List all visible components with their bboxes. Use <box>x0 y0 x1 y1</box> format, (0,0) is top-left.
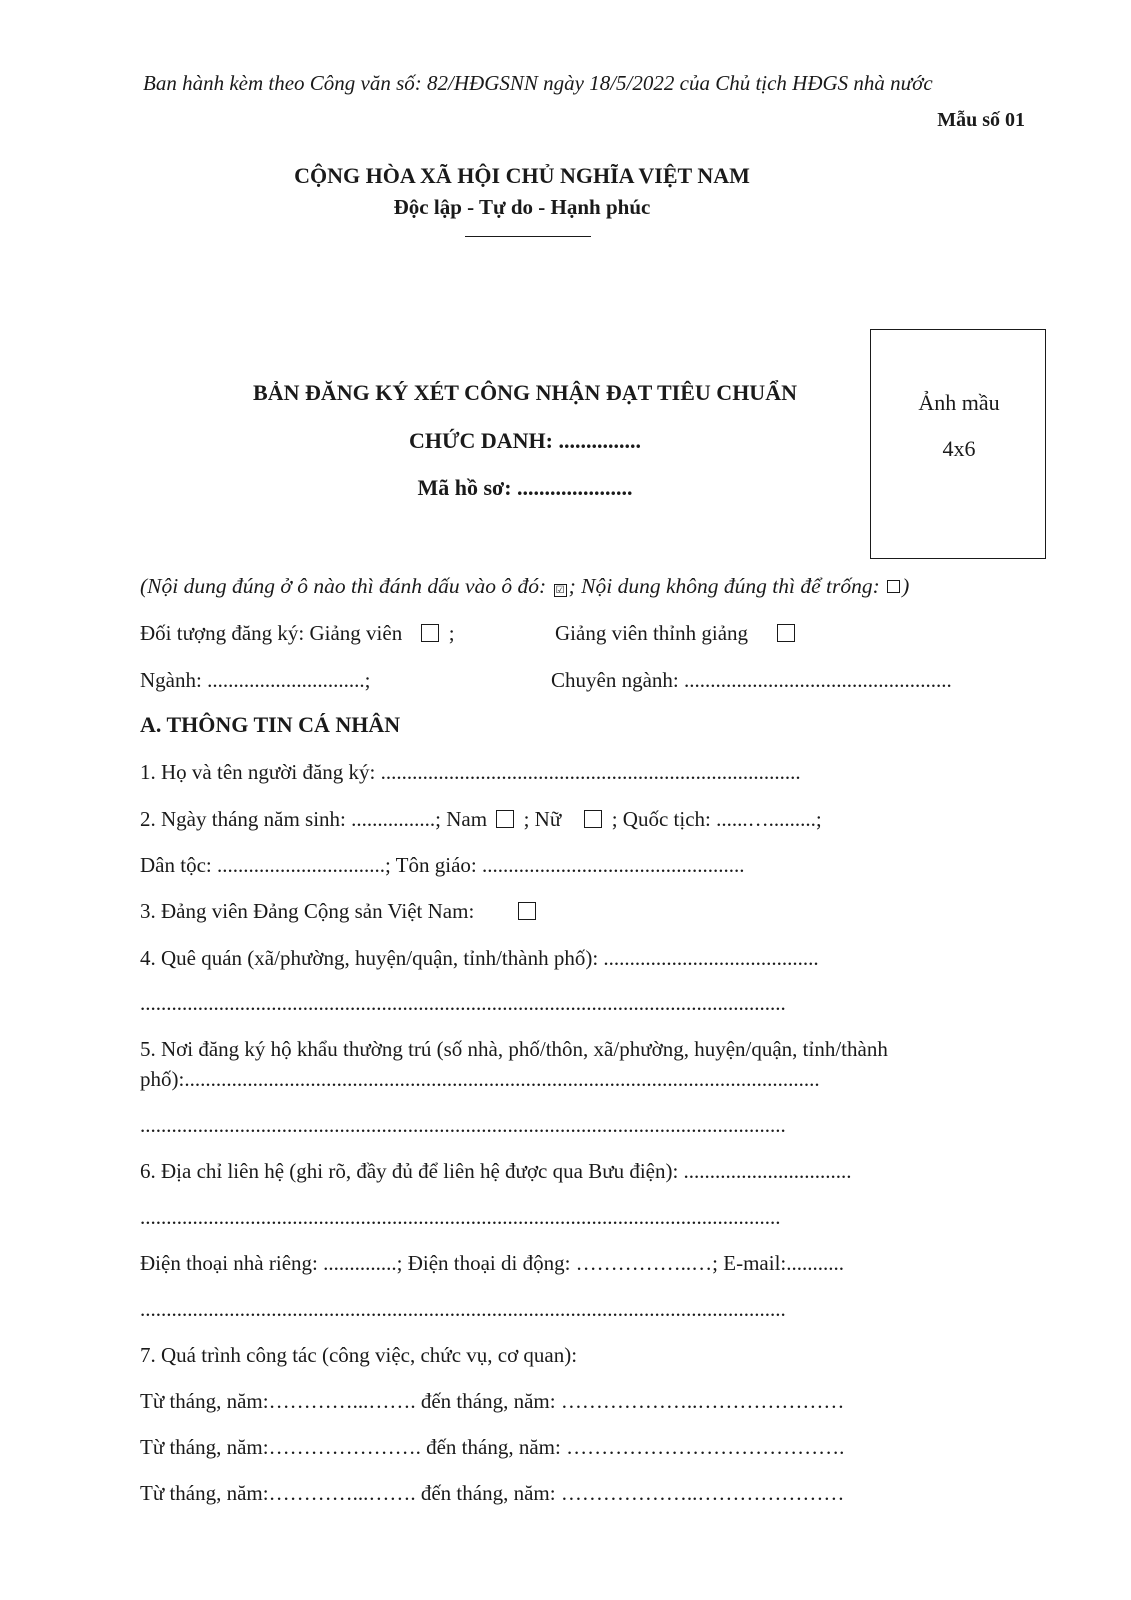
checked-box-icon: ☑ <box>554 584 567 597</box>
work-history-row[interactable]: Từ tháng, năm:…………...……. đến tháng, năm: ………………..………………… <box>140 1481 845 1505</box>
national-motto: Độc lập - Tự do - Hạnh phúc <box>393 195 651 219</box>
national-title: CỘNG HÒA XÃ HỘI CHỦ NGHĨA VIỆT NAM <box>294 163 750 188</box>
party-member-checkbox[interactable] <box>518 902 536 920</box>
applicant-type-row <box>140 620 455 646</box>
section-a-heading: A. THÔNG TIN CÁ NHÂN <box>140 712 401 737</box>
ethnicity-religion-field[interactable]: Dân tộc: ................................; Tôn giáo: .................................................. <box>140 853 745 877</box>
work-history-row[interactable]: Từ tháng, năm:…………………. đến tháng, năm: …………………………………. <box>140 1435 845 1459</box>
applicant-type-label: Đối tượng đăng ký: Giảng viên <box>140 621 403 645</box>
specialty-field[interactable]: Chuyên ngành: ................................................... <box>551 668 952 692</box>
empty-box-icon <box>887 580 900 593</box>
instruction-text-1: (Nội dung đúng ở ô nào thì đánh dấu vào ô đó: <box>140 574 552 598</box>
lecturer-checkbox[interactable] <box>421 624 439 642</box>
instruction-note <box>140 573 909 599</box>
phone-email-continuation[interactable]: ........................................................................................................................... <box>140 1297 786 1321</box>
nationality-field[interactable]: ; Quốc tịch: ......….........; <box>611 807 822 831</box>
contact-address-continuation[interactable]: .......................................................................................................................... <box>140 1205 781 1229</box>
male-checkbox[interactable] <box>496 810 514 828</box>
name-field[interactable]: 1. Họ và tên người đăng ký: ................................................................................ <box>140 760 801 784</box>
motto-underline <box>465 236 591 237</box>
photo-box[interactable] <box>870 329 1046 559</box>
major-field[interactable]: Ngành: ..............................; <box>140 668 371 692</box>
party-member-row <box>140 898 540 924</box>
dob-row <box>140 806 822 832</box>
residence-continuation[interactable]: ........................................................................................................................... <box>140 1113 786 1137</box>
female-checkbox[interactable] <box>584 810 602 828</box>
dob-field[interactable]: 2. Ngày tháng năm sinh: ................; <box>140 807 441 831</box>
male-label: Nam <box>446 807 488 831</box>
file-code: Mã hồ sơ: ..................... <box>417 475 633 500</box>
phone-email-field[interactable]: Điện thoại nhà riêng: ..............; Điện thoại di động: ……………..…; E-mail:........... <box>140 1251 844 1275</box>
photo-size: 4x6 <box>942 436 976 461</box>
hometown-continuation[interactable]: ........................................................................................................................... <box>140 991 786 1015</box>
form-number: Mẫu số 01 <box>937 109 1025 131</box>
residence-field[interactable]: phố):......................................................................................................................... <box>140 1067 820 1091</box>
residence-label: 5. Nơi đăng ký hộ khẩu thường trú (số nhà, phố/thôn, xã/phường, huyện/quận, tỉnh/thành <box>140 1037 888 1061</box>
instruction-text-3: ) <box>902 574 910 598</box>
hometown-field[interactable]: 4. Quê quán (xã/phường, huyện/quận, tỉnh/thành phố): ......................................... <box>140 946 819 970</box>
position-title: CHỨC DANH: ............... <box>409 428 641 453</box>
work-history-row[interactable]: Từ tháng, năm:…………...……. đến tháng, năm: ………………..………………… <box>140 1389 845 1413</box>
header-note: Ban hành kèm theo Công văn số: 82/HĐGSNN ngày 18/5/2022 của Chủ tịch HĐGS nhà nước <box>143 71 933 95</box>
visiting-lecturer-checkbox[interactable] <box>777 624 795 642</box>
form-title: BẢN ĐĂNG KÝ XÉT CÔNG NHẬN ĐẠT TIÊU CHUẨN <box>253 380 797 405</box>
instruction-text-2: ; Nội dung không đúng thì để trống: <box>568 574 886 598</box>
applicant-type-sep: ; <box>448 621 455 645</box>
visiting-lecturer-label: Giảng viên thỉnh giảng <box>555 621 749 645</box>
photo-label: Ảnh mầu <box>918 390 1000 415</box>
party-member-label: 3. Đảng viên Đảng Cộng sản Việt Nam: <box>140 899 475 923</box>
contact-address-field[interactable]: 6. Địa chỉ liên hệ (ghi rõ, đầy đủ để liên hệ được qua Bưu điện): ................................ <box>140 1159 852 1183</box>
work-history-label: 7. Quá trình công tác (công việc, chức vụ, cơ quan): <box>140 1343 578 1367</box>
female-label: ; Nữ <box>523 807 562 831</box>
visiting-lecturer-option <box>555 620 799 646</box>
